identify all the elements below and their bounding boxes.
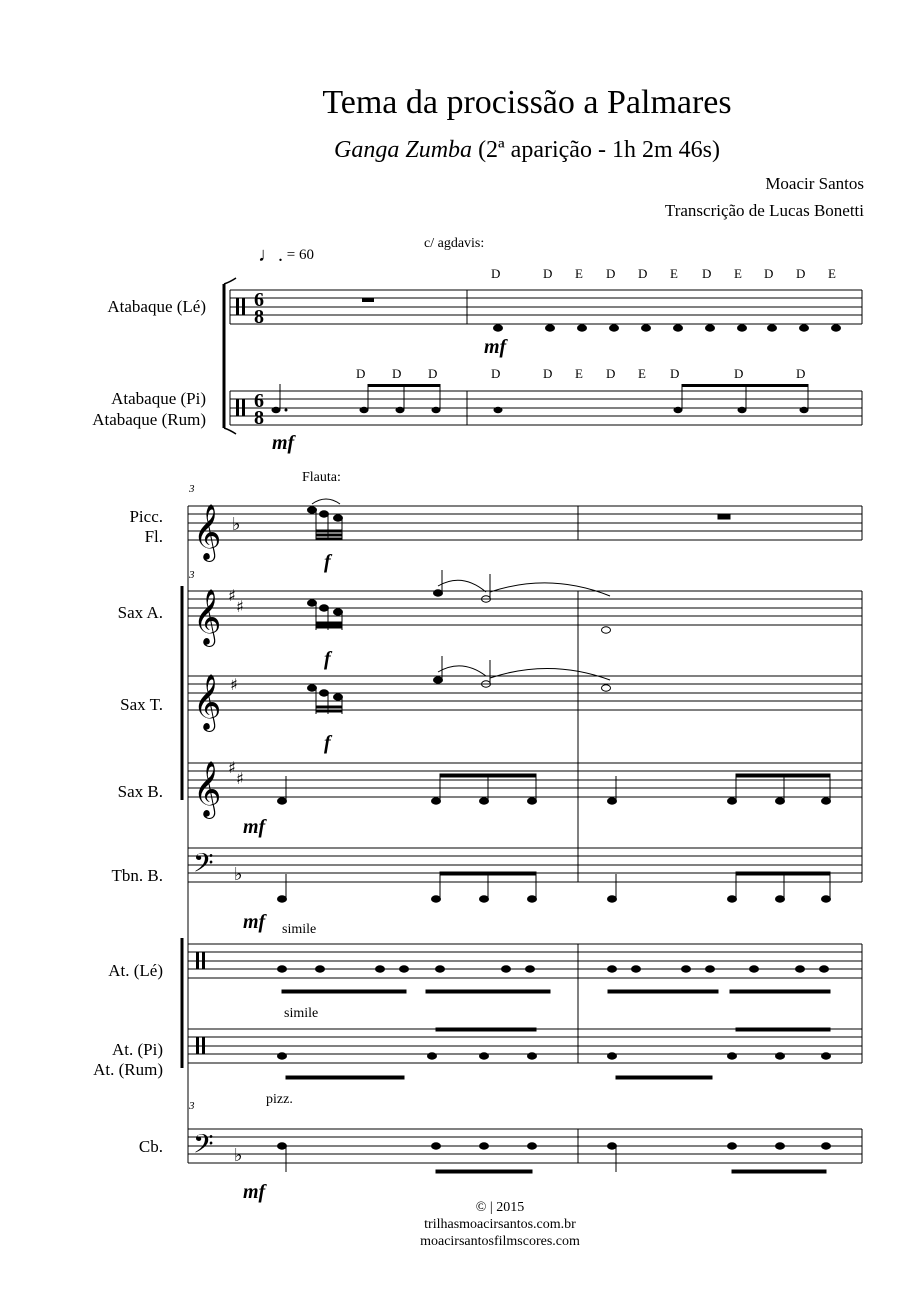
stroke-letter: D	[734, 366, 744, 381]
stroke-letter: E	[575, 266, 583, 281]
measure-number: 3	[189, 1100, 195, 1112]
copyright: © | 2015	[475, 1200, 525, 1215]
dynamic-f-sax-t: f	[324, 732, 331, 754]
at-le-notes	[278, 966, 831, 993]
sax-t-notes	[308, 656, 611, 714]
label-picc: Picc.	[129, 507, 163, 526]
dynamic-mf-cb: mf	[243, 1181, 266, 1203]
footer-link-2[interactable]: moacirsantosfilmscores.com	[420, 1234, 580, 1249]
pizz-annotation: pizz.	[266, 1092, 293, 1107]
stroke-letter: D	[543, 366, 553, 381]
stroke-letter: D	[392, 366, 402, 381]
flat-icon: ♭	[234, 1145, 243, 1166]
stroke-letter: D	[491, 266, 501, 281]
stroke-letter: D	[491, 366, 501, 381]
dynamic-mf-tbn-b: mf	[243, 911, 266, 933]
time-sig-top: 6	[254, 289, 264, 311]
whole-rest	[362, 298, 374, 302]
dotted-quarter-note-icon: ♩.	[258, 244, 283, 266]
cb-notes	[278, 1143, 831, 1173]
measure-number: 3	[189, 483, 195, 495]
percussion-clef-icon	[236, 298, 245, 416]
dynamic-f-picc: f	[324, 551, 331, 573]
picc-notes	[308, 499, 731, 540]
percussion-clef-icon	[196, 952, 205, 1054]
label-sax-t: Sax T.	[120, 695, 163, 714]
label-sax-a: Sax A.	[117, 603, 163, 622]
stroke-letter: D	[796, 266, 806, 281]
label-fl: Fl.	[144, 527, 163, 546]
dynamic-f-sax-a: f	[324, 648, 331, 670]
stroke-letter: D	[356, 366, 366, 381]
stroke-letter: D	[606, 366, 616, 381]
sharp-icon: ♯	[228, 586, 236, 605]
label-atabaque-le: Atabaque (Lé)	[107, 297, 206, 316]
stroke-letter: E	[670, 266, 678, 281]
stroke-letter: D	[796, 366, 806, 381]
agdavis-annotation: c/ agdavis:	[424, 236, 485, 251]
stroke-letter: E	[575, 366, 583, 381]
stroke-letter: D	[670, 366, 680, 381]
treble-clef-icon: 𝄞	[193, 761, 222, 817]
treble-clef-icon: 𝄞	[193, 674, 222, 730]
sharp-icon: ♯	[228, 758, 236, 777]
dynamic-mf-pi: mf	[272, 432, 295, 454]
stroke-letter: E	[828, 266, 836, 281]
flat-icon: ♭	[234, 864, 243, 885]
subtitle-italic: Ganga Zumba	[334, 137, 473, 163]
sax-b-notes	[278, 774, 831, 804]
label-tbn-b: Tbn. B.	[111, 866, 163, 885]
sharp-icon: ♯	[236, 769, 244, 788]
dynamic-mf-sax-b: mf	[243, 816, 266, 838]
sharp-icon: ♯	[236, 597, 244, 616]
stroke-letter: D	[638, 266, 648, 281]
stroke-letter: E	[734, 266, 742, 281]
dynamic-mf-le: mf	[484, 336, 507, 358]
bass-clef-icon: 𝄢	[193, 1128, 214, 1166]
page-title: Tema da procissão a Palmares	[322, 84, 732, 121]
simile-annotation: simile	[282, 922, 317, 937]
treble-clef-icon: 𝄞	[193, 589, 222, 645]
footer-link-1[interactable]: trilhasmoacirsantos.com.br	[424, 1217, 576, 1232]
label-at-rum: At. (Rum)	[93, 1060, 163, 1079]
subtitle-rest: (2ª aparição - 1h 2m 46s)	[472, 137, 720, 163]
sharp-icon: ♯	[230, 675, 238, 694]
flauta-annotation: Flauta:	[302, 470, 341, 485]
label-cb: Cb.	[138, 1137, 163, 1156]
stroke-letter: D	[764, 266, 774, 281]
time-sig-top: 6	[254, 390, 264, 412]
staff-atabaque-pi	[230, 391, 862, 425]
measure-number: 3	[189, 569, 195, 581]
label-at-pi: At. (Pi)	[112, 1040, 163, 1059]
le-notes-m2	[494, 325, 841, 331]
stroke-letter: D	[606, 266, 616, 281]
transcriber: Transcrição de Lucas Bonetti	[664, 201, 864, 220]
sax-a-notes	[308, 570, 611, 633]
stroke-letter: D	[543, 266, 553, 281]
label-at-le: At. (Lé)	[108, 961, 163, 980]
treble-clef-icon: 𝄞	[193, 504, 222, 560]
label-atabaque-rum: Atabaque (Rum)	[92, 410, 206, 429]
stroke-letter: D	[428, 366, 438, 381]
composer: Moacir Santos	[765, 174, 864, 193]
stroke-letter: E	[638, 366, 646, 381]
simile-annotation: simile	[284, 1006, 319, 1021]
time-sig-bottom: 8	[254, 407, 264, 429]
tbn-notes	[278, 872, 831, 902]
system2-staves	[188, 506, 862, 1163]
label-sax-b: Sax B.	[117, 782, 163, 801]
bass-clef-icon: 𝄢	[193, 847, 214, 885]
tempo-value: = 60	[283, 247, 314, 263]
stroke-letter: D	[702, 266, 712, 281]
label-atabaque-pi: Atabaque (Pi)	[111, 389, 206, 408]
staff-atabaque-le	[230, 290, 862, 324]
time-sig-bottom: 8	[254, 306, 264, 328]
flat-icon: ♭	[232, 514, 241, 535]
